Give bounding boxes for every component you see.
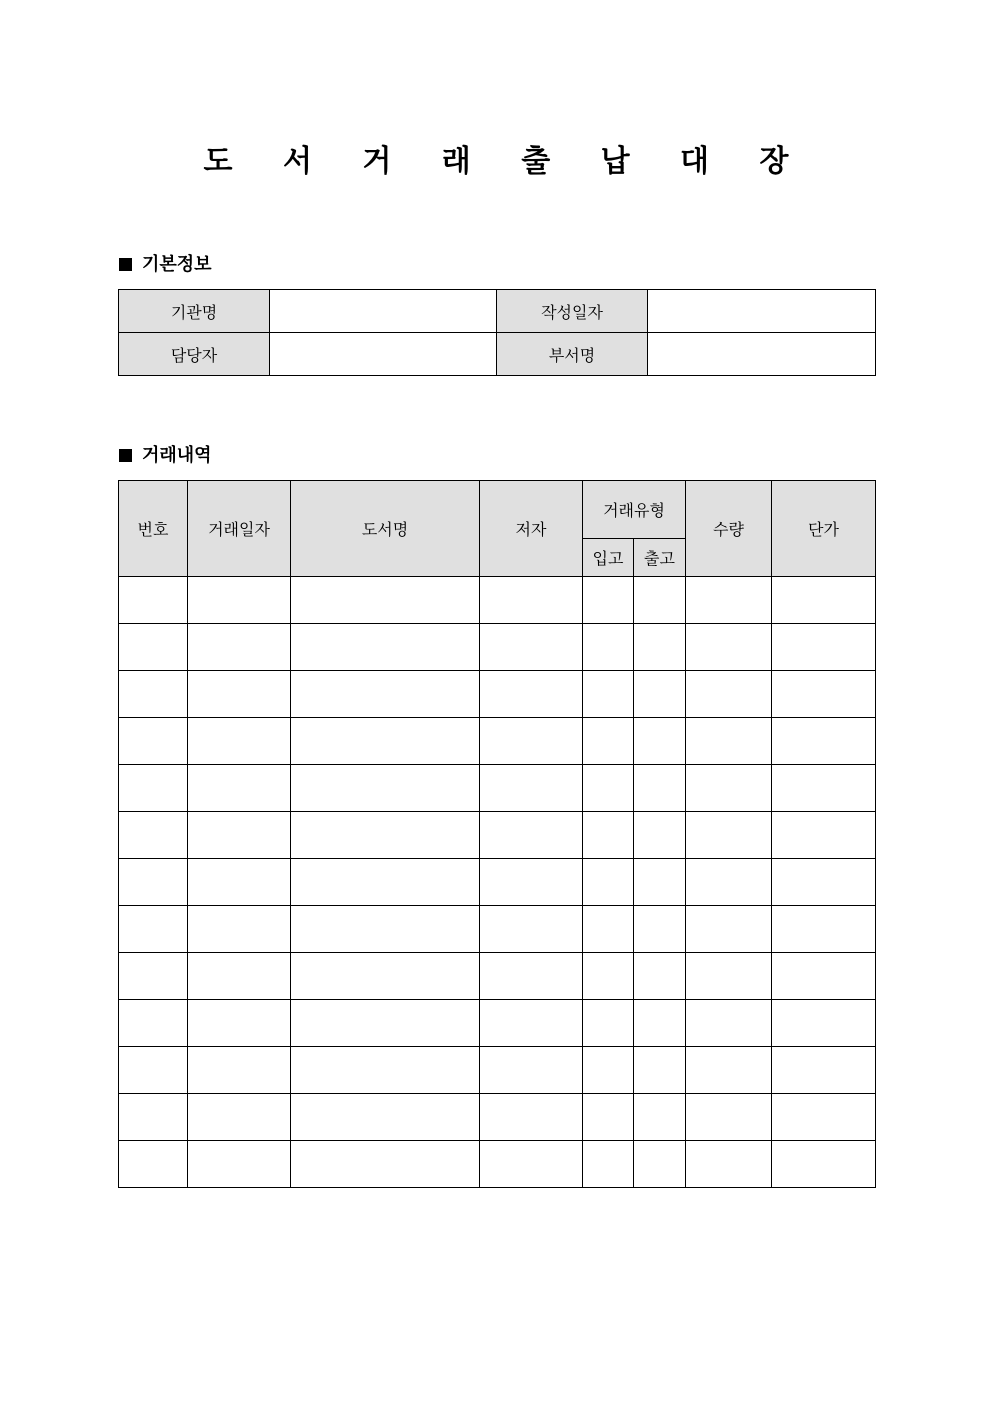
cell-date[interactable]: [188, 953, 291, 1000]
col-header-qty: 수량: [686, 481, 772, 577]
cell-book[interactable]: [291, 718, 480, 765]
cell-out[interactable]: [634, 953, 686, 1000]
cell-price[interactable]: [772, 812, 876, 859]
col-header-no: 번호: [119, 481, 188, 577]
institution-field[interactable]: [270, 290, 497, 333]
table-row: [119, 859, 876, 906]
cell-no[interactable]: [119, 1000, 188, 1047]
col-header-out: 출고: [634, 539, 686, 577]
cell-author[interactable]: [480, 577, 583, 624]
cell-out[interactable]: [634, 1000, 686, 1047]
cell-author[interactable]: [480, 953, 583, 1000]
cell-qty[interactable]: [686, 765, 772, 812]
cell-no[interactable]: [119, 624, 188, 671]
col-header-author: 저자: [480, 481, 583, 577]
cell-out[interactable]: [634, 624, 686, 671]
cell-in[interactable]: [583, 859, 634, 906]
cell-book[interactable]: [291, 765, 480, 812]
cell-in[interactable]: [583, 1094, 634, 1141]
cell-date[interactable]: [188, 812, 291, 859]
cell-qty[interactable]: [686, 859, 772, 906]
table-row: [119, 765, 876, 812]
col-header-price: 단가: [772, 481, 876, 577]
cell-book[interactable]: [291, 624, 480, 671]
cell-price[interactable]: [772, 577, 876, 624]
table-row: [119, 1047, 876, 1094]
cell-qty[interactable]: [686, 671, 772, 718]
cell-in[interactable]: [583, 1141, 634, 1188]
cell-no[interactable]: [119, 1047, 188, 1094]
col-header-date: 거래일자: [188, 481, 291, 577]
basic-info-table: [118, 289, 876, 376]
cell-in[interactable]: [583, 906, 634, 953]
cell-no[interactable]: [119, 812, 188, 859]
cell-date[interactable]: [188, 765, 291, 812]
cell-out[interactable]: [634, 671, 686, 718]
cell-out[interactable]: [634, 765, 686, 812]
cell-qty[interactable]: [686, 577, 772, 624]
square-bullet-icon: [119, 449, 132, 462]
info-row: [119, 290, 876, 333]
table-row: [119, 953, 876, 1000]
manager-label: 담당자: [119, 333, 270, 376]
cell-qty[interactable]: [686, 718, 772, 765]
cell-in[interactable]: [583, 765, 634, 812]
cell-date[interactable]: [188, 1141, 291, 1188]
cell-author[interactable]: [480, 1141, 583, 1188]
cell-in[interactable]: [583, 624, 634, 671]
cell-qty[interactable]: [686, 1094, 772, 1141]
transactions-heading: [119, 444, 212, 468]
cell-price[interactable]: [772, 718, 876, 765]
cell-qty[interactable]: [686, 906, 772, 953]
table-row: [119, 812, 876, 859]
cell-no[interactable]: [119, 1141, 188, 1188]
cell-price[interactable]: [772, 671, 876, 718]
cell-author[interactable]: [480, 671, 583, 718]
cell-no[interactable]: [119, 718, 188, 765]
cell-out[interactable]: [634, 906, 686, 953]
cell-author[interactable]: [480, 624, 583, 671]
cell-price[interactable]: [772, 1000, 876, 1047]
cell-author[interactable]: [480, 1094, 583, 1141]
institution-label: 기관명: [119, 290, 270, 333]
cell-date[interactable]: [188, 1047, 291, 1094]
cell-qty[interactable]: [686, 953, 772, 1000]
table-row: [119, 577, 876, 624]
cell-no[interactable]: [119, 765, 188, 812]
manager-field[interactable]: [270, 333, 497, 376]
cell-date[interactable]: [188, 906, 291, 953]
transactions-table: [118, 480, 876, 1188]
table-row: [119, 718, 876, 765]
cell-price[interactable]: [772, 1047, 876, 1094]
cell-date[interactable]: [188, 718, 291, 765]
cell-author[interactable]: [480, 812, 583, 859]
cell-price[interactable]: [772, 859, 876, 906]
cell-in[interactable]: [583, 671, 634, 718]
cell-no[interactable]: [119, 906, 188, 953]
cell-author[interactable]: [480, 906, 583, 953]
cell-qty[interactable]: [686, 1141, 772, 1188]
cell-book[interactable]: [291, 1047, 480, 1094]
cell-price[interactable]: [772, 1094, 876, 1141]
cell-out[interactable]: [634, 577, 686, 624]
cell-in[interactable]: [583, 577, 634, 624]
date-written-label: 작성일자: [497, 290, 648, 333]
cell-out[interactable]: [634, 812, 686, 859]
cell-qty[interactable]: [686, 1047, 772, 1094]
cell-no[interactable]: [119, 953, 188, 1000]
cell-book[interactable]: [291, 671, 480, 718]
table-row: [119, 624, 876, 671]
cell-in[interactable]: [583, 953, 634, 1000]
cell-date[interactable]: [188, 624, 291, 671]
cell-out[interactable]: [634, 1141, 686, 1188]
cell-out[interactable]: [634, 1047, 686, 1094]
cell-date[interactable]: [188, 1094, 291, 1141]
cell-price[interactable]: [772, 953, 876, 1000]
table-row: [119, 1000, 876, 1047]
cell-date[interactable]: [188, 859, 291, 906]
cell-no[interactable]: [119, 671, 188, 718]
cell-in[interactable]: [583, 812, 634, 859]
cell-book[interactable]: [291, 953, 480, 1000]
cell-book[interactable]: [291, 1000, 480, 1047]
cell-in[interactable]: [583, 1000, 634, 1047]
cell-author[interactable]: [480, 718, 583, 765]
cell-qty[interactable]: [686, 812, 772, 859]
cell-date[interactable]: [188, 671, 291, 718]
basic-info-heading-text: 기본정보: [142, 254, 212, 275]
table-row: [119, 906, 876, 953]
cell-in[interactable]: [583, 1047, 634, 1094]
cell-qty[interactable]: [686, 624, 772, 671]
basic-info-heading: [119, 253, 212, 277]
cell-price[interactable]: [772, 765, 876, 812]
cell-price[interactable]: [772, 906, 876, 953]
cell-no[interactable]: [119, 859, 188, 906]
cell-book[interactable]: [291, 812, 480, 859]
square-bullet-icon: [119, 258, 132, 271]
cell-book[interactable]: [291, 1141, 480, 1188]
cell-date[interactable]: [188, 1000, 291, 1047]
cell-author[interactable]: [480, 1000, 583, 1047]
document-title: 도 서 거 래 출 납 대 장: [203, 144, 809, 179]
cell-book[interactable]: [291, 1094, 480, 1141]
table-row: [119, 1094, 876, 1141]
department-field[interactable]: [648, 333, 876, 376]
table-row: [119, 1141, 876, 1188]
department-label: 부서명: [497, 333, 648, 376]
cell-book[interactable]: [291, 906, 480, 953]
transactions-heading-text: 거래내역: [142, 445, 212, 466]
cell-no[interactable]: [119, 1094, 188, 1141]
col-header-book: 도서명: [291, 481, 480, 577]
table-row: [119, 671, 876, 718]
cell-author[interactable]: [480, 765, 583, 812]
cell-book[interactable]: [291, 859, 480, 906]
cell-price[interactable]: [772, 1141, 876, 1188]
cell-author[interactable]: [480, 1047, 583, 1094]
col-header-in: 입고: [583, 539, 634, 577]
cell-out[interactable]: [634, 718, 686, 765]
cell-no[interactable]: [119, 577, 188, 624]
col-header-type: 거래유형: [583, 481, 686, 539]
cell-book[interactable]: [291, 577, 480, 624]
cell-qty[interactable]: [686, 1000, 772, 1047]
cell-date[interactable]: [188, 577, 291, 624]
date-written-field[interactable]: [648, 290, 876, 333]
cell-price[interactable]: [772, 624, 876, 671]
info-row: [119, 333, 876, 376]
cell-author[interactable]: [480, 859, 583, 906]
cell-out[interactable]: [634, 859, 686, 906]
cell-in[interactable]: [583, 718, 634, 765]
cell-out[interactable]: [634, 1094, 686, 1141]
